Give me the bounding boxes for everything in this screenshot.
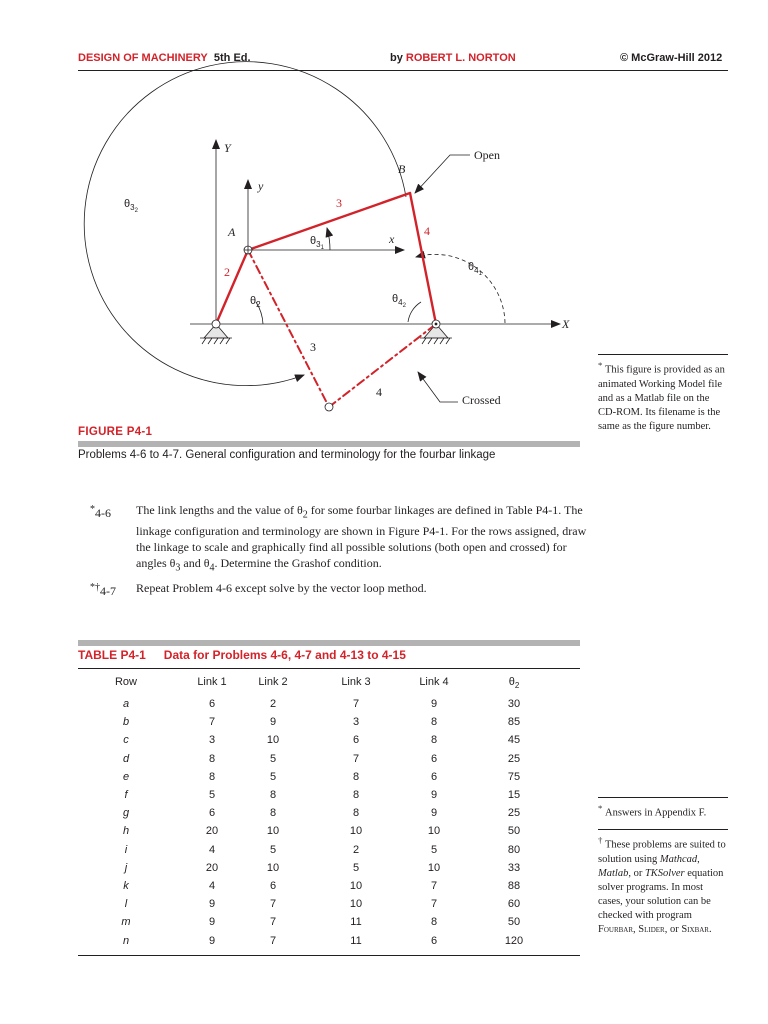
table-top-rule [78, 668, 580, 669]
table-cell: 8 [352, 789, 360, 801]
table-cell: 10 [427, 861, 441, 874]
table-cell: 8 [208, 770, 216, 783]
table-cell: 50 [507, 916, 521, 929]
label-theta42: $\theta_42$ [392, 293, 406, 309]
table-cell: 88 [507, 880, 521, 892]
table-cell: 7 [352, 752, 360, 765]
by-label: by [390, 52, 403, 64]
table-cell: 20 [205, 825, 219, 838]
answers-note: * Answers in Appendix F. [598, 803, 707, 819]
table-cell: 7 [430, 880, 438, 892]
table-cell: 25 [507, 752, 521, 765]
table-cell: 5 [269, 843, 277, 856]
table-cell: 8 [352, 770, 360, 783]
table-cell: 6 [430, 752, 438, 765]
table-row-label: l [124, 898, 128, 911]
table-cell: 4 [208, 843, 216, 856]
table-cell: 8 [430, 916, 438, 929]
figure-title: FIGURE P4-1 [78, 426, 153, 438]
table-cell: 11 [350, 916, 362, 929]
table-cell: 10 [266, 734, 280, 747]
table-cell: 11 [350, 934, 362, 947]
label-B: B [398, 162, 406, 176]
table-cell: 20 [205, 861, 219, 874]
solver-rule [598, 829, 728, 830]
table-cell: 7 [269, 934, 277, 947]
label-open: Open [474, 148, 500, 162]
table-cell: 9 [430, 807, 438, 820]
table-cell: 8 [208, 752, 216, 765]
solver-note: † These problems are suited to solution using Mathcad, Matlab, or TKSolver equation solver programs. In most cases, your solution can be checked with program Fourbar, Slider, or Sixbar. [598, 835, 726, 935]
table-cell: 6 [208, 698, 216, 710]
table-cell: 3 [352, 716, 360, 729]
table-cell: 9 [269, 716, 277, 729]
table-cell: 9 [430, 789, 438, 801]
table-header-cell: Row [114, 676, 137, 688]
table-cell: 5 [352, 861, 360, 874]
table-cell: 9 [208, 916, 216, 929]
answers-rule [598, 797, 728, 798]
table-cell: 7 [269, 898, 277, 911]
table-cell: 5 [208, 789, 216, 801]
note-rule [598, 354, 728, 355]
label-link3-crossed: 3 [310, 340, 316, 354]
label-theta2: $\theta_2$ [250, 295, 261, 309]
table-cell: 30 [507, 698, 521, 710]
theta32-arc [84, 62, 406, 386]
table-row-label: m [121, 916, 131, 929]
link-3-open [248, 193, 410, 250]
table-cell: 5 [430, 843, 438, 856]
label-A: A [228, 225, 236, 239]
header-copyright: © McGraw-Hill 2012 [620, 52, 723, 64]
pin-o2 [212, 320, 220, 328]
table-cell: 15 [507, 789, 521, 801]
label-theta32: $\theta_32$ [124, 198, 138, 214]
crossed-leader [418, 372, 458, 402]
table-cell: 8 [430, 716, 438, 729]
table-cell: 9 [208, 898, 216, 911]
figure-caption: Problems 4-6 to 4-7. General configuration and terminology for the fourbar linkage [78, 449, 496, 461]
table-cell: 5 [269, 770, 277, 783]
table-cell: 7 [352, 698, 360, 710]
table-cell: 9 [430, 698, 438, 710]
label-x: x [389, 232, 395, 246]
table-cell: 85 [507, 716, 521, 729]
table-cell: 75 [507, 770, 521, 783]
table-cell: 45 [507, 734, 521, 747]
label-Y: Y [224, 141, 231, 155]
table-cell: 5 [269, 752, 277, 765]
table-row-label: b [122, 716, 130, 729]
table-row-label: i [124, 843, 128, 856]
link-4-open [410, 193, 436, 324]
table-cell: 25 [507, 807, 521, 820]
label-link2: 2 [224, 265, 230, 279]
table-row-label: h [122, 825, 130, 838]
label-y: y [258, 179, 264, 193]
fourbar-figure [0, 0, 600, 420]
table-header-cell: Link 2 [258, 676, 288, 688]
table-cell: 33 [507, 861, 521, 874]
table-cell: 2 [269, 698, 277, 710]
link-4-crossed [329, 324, 436, 407]
book-title: DESIGN OF MACHINERY [78, 52, 208, 64]
theta42-arc [408, 302, 421, 322]
table-cell: 6 [352, 734, 360, 747]
author-name: ROBERT L. NORTON [405, 52, 516, 64]
table-cell: 10 [266, 825, 280, 838]
table-cell: 10 [427, 825, 441, 838]
problem-4-7: *†4-7 Repeat Problem 4-6 except solve by the vector loop method. [90, 581, 427, 598]
table-bar [78, 640, 580, 646]
open-leader [415, 155, 470, 193]
table-header-cell: Link 1 [197, 676, 227, 688]
table-cell: 80 [507, 843, 521, 856]
table-row-label: c [123, 734, 129, 747]
table-cell: 2 [352, 843, 360, 856]
table-row-label: j [124, 861, 128, 874]
table-header-cell: Link 3 [341, 676, 371, 688]
pin-b-crossed [325, 403, 333, 411]
table-row-label: e [122, 770, 130, 783]
table-header-cell: $\theta_2$ [508, 676, 520, 691]
table-row-label: k [123, 880, 129, 892]
figure-bar [78, 441, 580, 447]
problem-4-6: *4-6 The link lengths and the value of $\theta_2$ for some fourbar linkages are defined in Table P4-1. The linkage configuration and terminology are shown in Figure P4-1. For the rows assigned, draw the linkage to scale and graphically find all possible solutions (both open and crossed) for angles $\theta_3$ and $\theta_4$. Determine the Grashof condition. [90, 503, 587, 574]
label-link4-crossed: 4 [376, 385, 382, 399]
link-3-crossed [248, 250, 329, 407]
label-crossed: Crossed [462, 393, 501, 407]
label-theta41: $\theta_41$ [468, 261, 482, 277]
table-cell: 10 [349, 880, 363, 892]
table-cell: 120 [504, 934, 524, 947]
table-cell: 6 [208, 807, 216, 820]
table-bottom-rule [78, 955, 580, 956]
table-cell: 6 [430, 770, 438, 783]
animation-note: * This figure is provided as an animated Working Model file and as a Matlab file on the CD-ROM. Its filename is the same as the figure number. [598, 360, 725, 432]
table-row-label: n [122, 934, 130, 947]
table-cell: 10 [349, 898, 363, 911]
table-row-label: f [124, 789, 128, 801]
table-cell: 8 [430, 734, 438, 747]
label-link3: 3 [336, 196, 342, 210]
table-cell: 8 [269, 789, 277, 801]
theta31-arc [327, 228, 330, 250]
link-2 [216, 250, 248, 324]
table-header-cell: Link 4 [419, 676, 449, 688]
edition: 5th Ed. [213, 52, 251, 64]
table-cell: 10 [266, 861, 280, 874]
table-cell: 4 [208, 880, 216, 892]
table-cell: 6 [430, 934, 438, 947]
table-cell: 50 [507, 825, 521, 838]
table-row-label: a [122, 698, 130, 710]
table-cell: 9 [208, 934, 216, 947]
table-cell: 8 [269, 807, 277, 820]
table-cell: 7 [208, 716, 216, 729]
table-row-label: g [122, 807, 130, 820]
table-cell: 60 [507, 898, 521, 911]
table-cell: 7 [269, 916, 277, 929]
label-X: X [562, 317, 570, 331]
label-link4: 4 [424, 224, 430, 238]
table-title: TABLE P4-1 Data for Problems 4-6, 4-7 and 4-13 to 4-15 [78, 648, 406, 662]
label-theta31: $\theta_31$ [310, 235, 324, 251]
table-cell: 7 [430, 898, 438, 911]
table-cell: 3 [208, 734, 216, 747]
table-row-label: d [122, 752, 130, 765]
table-cell: 8 [352, 807, 360, 820]
table-cell: 6 [269, 880, 277, 892]
table-cell: 10 [349, 825, 363, 838]
